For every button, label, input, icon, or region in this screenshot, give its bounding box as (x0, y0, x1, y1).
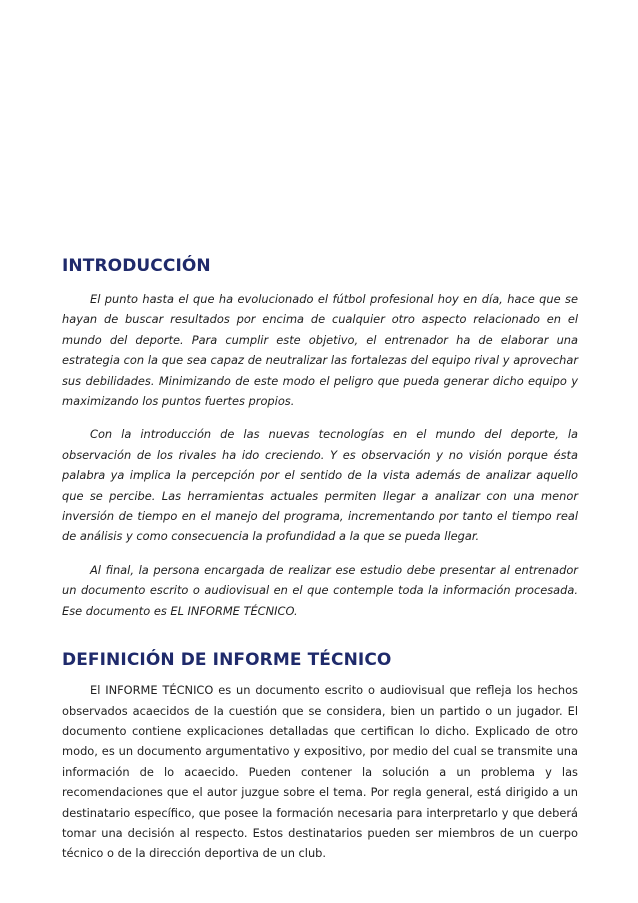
section-heading-definicion: DEFINICIÓN DE INFORME TÉCNICO (62, 650, 392, 671)
intro-paragraph-3: Al final, la persona encargada de realizar ese estudio debe presentar al entrenador un documento escrito o audiovisual en el que contemple toda la información procesada. Ese documento es EL INFORME TÉCNICO. (62, 562, 578, 618)
section-heading-introduccion: INTRODUCCIÓN (62, 256, 211, 276)
intro-paragraph-1: El punto hasta el que ha evolucionado el fútbol profesional hoy en día, hace que se hayan de buscar resultados por encima de cualquier otro aspecto relacionado en el mundo del deporte. Para cumplir este objetivo, el entrenador ha de elaborar una estrategia con la que sea capaz de neutralizar las fortalezas del equipo rival y aprovechar sus debilidades. Minimizando de este modo el peligro que pueda generar dicho equipo y maximizando los puntos fuertes propios. (62, 292, 578, 409)
document-page (62, 256, 578, 864)
definition-paragraph: El INFORME TÉCNICO es un documento escrito o audiovisual que refleja los hechos observados acaecidos de la cuestión que se considera, bien un partido o un jugador. El documento contiene explicaciones detalladas que certifican lo dicho. Explicado de otro modo, es un documento argumentativo y expositivo, por medio del cual se transmite una información de lo acaecido. Pueden contener la solución a un problema y las recomendaciones que el autor juzgue sobre el tema. Por regla general, está dirigido a un destinatario específico, que posee la formación necesaria para interpretarlo y que deberá tomar una decisión al respecto. Estos destinatarios pueden ser miembros de un cuerpo técnico o de la dirección deportiva de un club. (62, 683, 578, 861)
intro-paragraph-2: Con la introducción de las nuevas tecnologías en el mundo del deporte, la observación de los rivales ha ido creciendo. Y es observación y no visión porque ésta palabra ya implica la percepción por el sentido de la vista además de analizar aquello que se percibe. Las herramientas actuales permiten llegar a analizar con una menor inversión de tiempo en el manejo del programa, incrementando por tanto el tiempo real de análisis y como consecuencia la profundidad a la que se pueda llegar. (62, 427, 578, 544)
